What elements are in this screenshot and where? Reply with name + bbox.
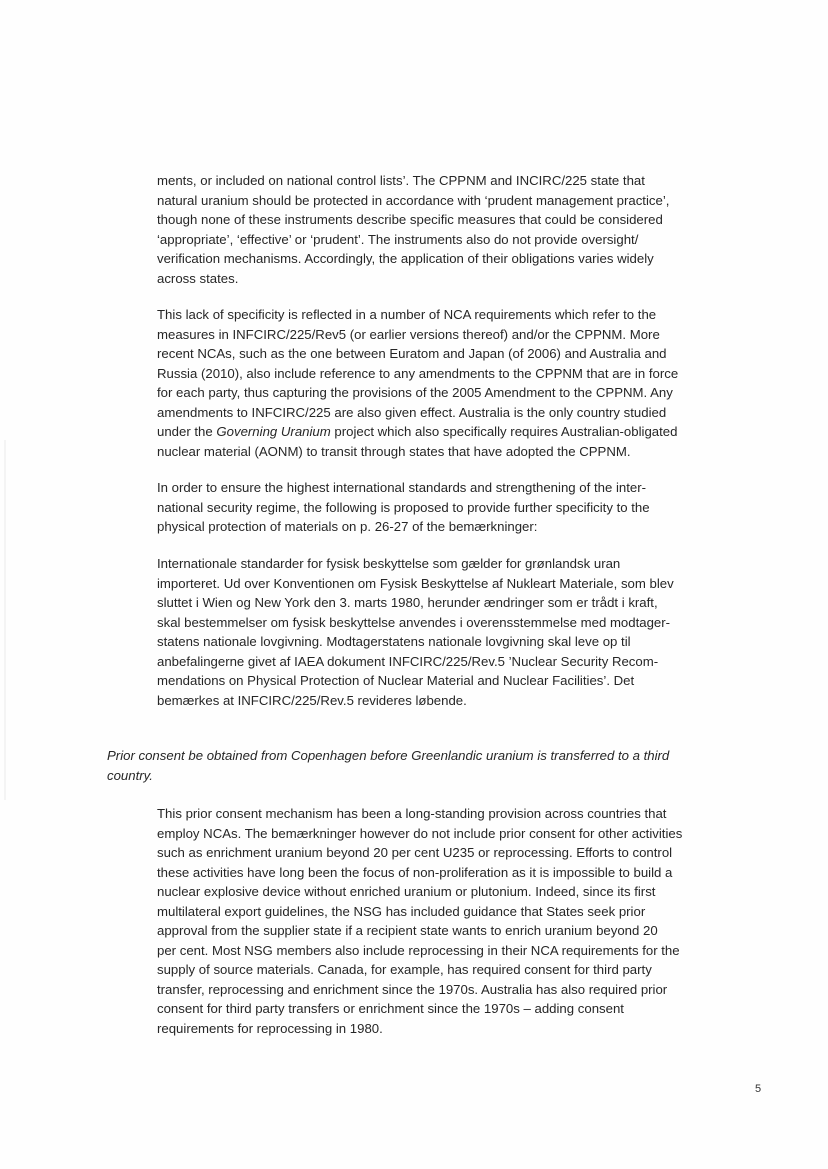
text-line: measures in INFCIRC/225/Rev5 (or earlier versions thereof) and/or the CPPNM. More: [157, 326, 660, 342]
text-line: for each party, thus capturing the provisions of the 2005 Amendment to the CPPNM. Any: [157, 385, 673, 400]
paragraph-proposal: [157, 478, 717, 537]
paragraph-danish-proposal: [157, 554, 717, 710]
text-line: recent NCAs, such as the one between Euratom and Japan (of 2006) and Australia and: [157, 346, 667, 361]
text-run: under the: [157, 424, 217, 439]
text-line: sluttet i Wien og New York den 3. marts 1980, herunder ændringer som er trådt i kraft,: [157, 595, 658, 610]
text-line: Internationale standarder for fysisk beskyttelse som gælder for grønlandsk uran: [157, 556, 621, 571]
text-line: natural uranium should be protected in accordance with ‘prudent management practice’,: [157, 192, 670, 208]
text-line: transfer, reprocessing and enrichment since the 1970s. Australia has also required prior: [157, 981, 668, 997]
text-line: nuclear explosive device without enriched uranium or plutonium. Indeed, since its first: [157, 884, 656, 899]
text-line: though none of these instruments describe specific measures that could be considered: [157, 212, 663, 227]
text-line: such as enrichment uranium beyond 20 per cent U235 or reprocessing. Efforts to control: [157, 845, 673, 860]
text-line: [157, 422, 717, 442]
text-line: employ NCAs. The bemærkninger however do not include prior consent for other activities: [157, 825, 683, 841]
scan-edge-shadow: [4, 440, 6, 800]
paragraph-lack-of-specificity: [157, 305, 717, 461]
text-line: bemærkes at INFCIRC/225/Rev.5 revideres løbende.: [157, 692, 467, 708]
text-line: ‘appropriate’, ‘effective’ or ‘prudent’. The instruments also do not provide oversight/: [157, 231, 639, 247]
heading-line: Prior consent be obtained from Copenhagen before Greenlandic uranium is transferred to a third: [107, 748, 670, 763]
text-line: requirements for reprocessing in 1980.: [157, 1020, 383, 1036]
text-line: This lack of specificity is reflected in a number of NCA requirements which refer to the: [157, 307, 657, 322]
project-name: Governing Uranium: [216, 424, 331, 439]
text-line: supply of source materials. Canada, for example, has required consent for third party: [157, 962, 652, 977]
text-line: approval from the supplier state if a recipient state wants to enrich uranium beyond 20: [157, 923, 658, 938]
text-line: In order to ensure the highest international standards and strengthening of the inter-: [157, 480, 646, 495]
text-line: nuclear material (AONM) to transit through states that have adopted the CPPNM.: [157, 443, 631, 459]
text-line: across states.: [157, 270, 239, 286]
text-line: importeret. Ud over Konventionen om Fysisk Beskyttelse af Nukleart Materiale, som blev: [157, 575, 674, 591]
text-line: consent for third party transfers or enrichment since the 1970s – adding consent: [157, 1001, 624, 1016]
text-line: national security regime, the following is proposed to provide further specificity to the: [157, 499, 650, 515]
text-line: verification mechanisms. Accordingly, the application of their obligations varies widely: [157, 251, 654, 266]
text-line: skal bestemmelser om fysisk beskyttelse anvendes i overensstemmelse med modtager-: [157, 614, 671, 630]
page-number: 5: [755, 1083, 762, 1095]
paragraph-cppnm-measures: [157, 171, 717, 288]
text-line: Russia (2010), also include reference to any amendments to the CPPNM that are in force: [157, 365, 679, 381]
text-line: multilateral export guidelines, the NSG has included guidance that States seek prior: [157, 903, 646, 919]
text-line: mendations on Physical Protection of Nuclear Material and Nuclear Facilities’. Det: [157, 673, 635, 688]
text-line: statens nationale lovgivning. Modtagerstatens nationale lovgivning skal leve op til: [157, 634, 631, 649]
heading-line: country.: [107, 767, 153, 783]
text-line: ments, or included on national control lists’. The CPPNM and INCIRC/225 state that: [157, 173, 645, 188]
text-line: anbefalingerne givet af IAEA dokument INFCIRC/225/Rev.5 ’Nuclear Security Recom-: [157, 653, 659, 669]
text-line: physical protection of materials on p. 26-27 of the bemærkninger:: [157, 519, 538, 534]
section-heading-prior-consent: [107, 746, 722, 785]
text-line: amendments to INFCIRC/225 are also given effect. Australia is the only country studied: [157, 404, 667, 420]
text-line: This prior consent mechanism has been a long-standing provision across countries that: [157, 806, 667, 821]
text-line: these activities have long been the focus of non-proliferation as it is impossible to build a: [157, 864, 673, 880]
text-run: project which also specifically requires Australian-obligated: [330, 424, 678, 439]
text-line: per cent. Most NSG members also include reprocessing in their NCA requirements for the: [157, 942, 680, 958]
paragraph-prior-consent: [157, 804, 717, 1038]
